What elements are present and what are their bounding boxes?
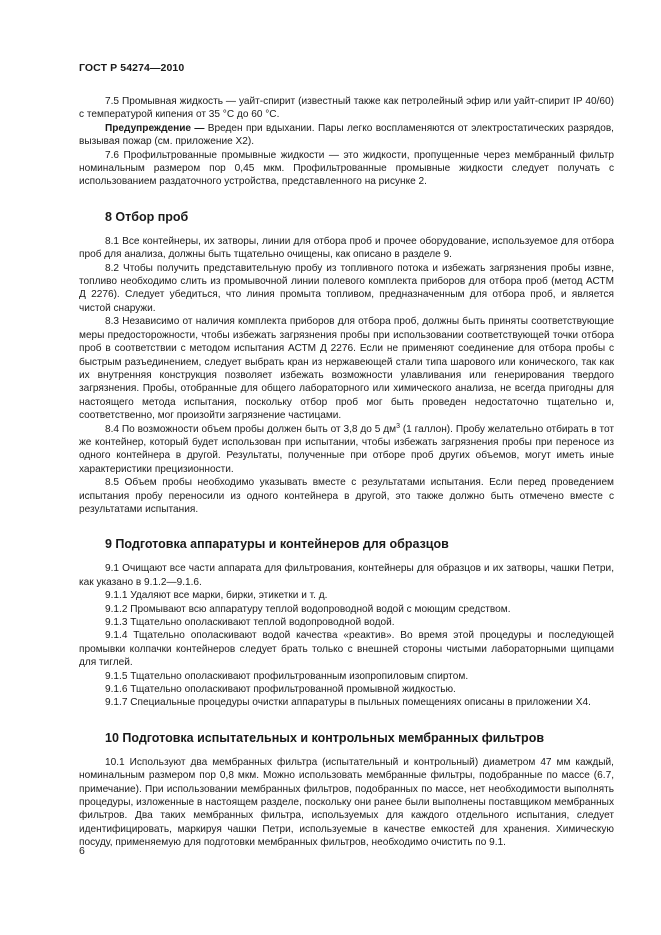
paragraph-8-4-start: 8.4 По возможности объем пробы должен быть от 3,8 до 5 дм xyxy=(105,423,397,435)
document-body xyxy=(79,95,614,850)
cubic-superscript: 3 xyxy=(396,422,400,430)
paragraph-7-5: 7.5 Промывная жидкость — уайт-спирит (известный также как петролейный эфир или уайт-спирит IP 40/60) с температурой кипения от 35 °C до 60 °C. xyxy=(79,96,614,121)
warning-paragraph xyxy=(79,122,614,149)
section-10-heading: 10 Подготовка испытательных и контрольных мембранных фильтров xyxy=(105,730,545,745)
paragraph-9-1-7: 9.1.7 Специальные процедуры очистки аппаратуры в пыльных помещениях описаны в приложении X4. xyxy=(105,697,591,709)
paragraph-10-1: 10.1 Используют два мембранных фильтра (испытательный и контрольный) диаметром 47 мм каждый, номинальным размером пор 0,8 мкм. Можно использовать мембранные фильтры, подобранные по массе (6.7, примечание). При использовании мембранных фильтров, подобранных по массе, нет необходимости выполнять процедуры, изложенные в настоящем разделе, поскольку они ранее были выполнены поставщиком мембранных фильтров. Два таких мембранных фильтра, используемых для каждого отдельного испытания, следует идентифицировать, маркируя чашки Петри, используемые в качестве емкостей для хранения. Химическую посуду, применяемую для подготовки мембранных фильтров, необходимо очистить по 9.1. xyxy=(79,756,614,849)
paragraph-9-1: 9.1 Очищают все части аппарата для фильтрования, контейнеры для образцов и их затворы, чашки Петри, как указано в 9.1.2—9.1.6. xyxy=(79,563,614,588)
paragraph-8-1: 8.1 Все контейнеры, их затворы, линии для отбора проб и прочее оборудование, используемое для отбора проб для анализа, должны быть тщательно очищены, как описано в разделе 9. xyxy=(79,235,614,261)
paragraph-8-4-end: (1 галлон). Пробу желательно отбирать в тот же контейнер, который будет использован при испытании, чтобы избежать загрязнения пробы при переносе из одного контейнера в другой. Результаты, полученные при отборе проб других объемов, могут иметь иные характеристики прецизионности. xyxy=(79,423,614,475)
paragraph-8-5: 8.5 Объем пробы необходимо указывать вместе с результатами испытания. Если перед проведением испытания пробу переносили из одного контейнера в другой, это также должно быть отмечено вместе с результатами испытания. xyxy=(79,477,614,515)
paragraph-8-4 xyxy=(79,423,614,477)
paragraph-9-1-5: 9.1.5 Тщательно ополаскивают профильтрованным изопропиловым спиртом. xyxy=(105,670,469,682)
warning-text: Вреден при вдыхании. Пары легко воспламеняются от электростатических разрядов, вызывая пожар (см. приложение X2). xyxy=(79,122,614,148)
paragraph-9-1-4: 9.1.4 Тщательно ополаскивают водой качества «реактив». Во время этой процедуры и последующей промывки колпачки контейнеров следует брать только с внешней стороны чистыми лабораторными щипцами для тиглей. xyxy=(79,630,614,669)
page-number: 6 xyxy=(79,845,85,857)
paragraph-9-1-6: 9.1.6 Тщательно ополаскивают профильтрованной промывной жидкостью. xyxy=(105,684,456,696)
paragraph-8-2: 8.2 Чтобы получить представительную пробу из топливного потока и избежать загрязнения пробы извне, топливо необходимо слить из промывочной линии полевого комплекта приборов для отбора проб (метод АСТМ Д 2276). Следует убедиться, что линия промыта топливом, предназначенным для отбора проб, и является чистой снаружи. xyxy=(79,262,614,314)
paragraph-9-1-3: 9.1.3 Тщательно ополаскивают теплой водопроводной водой. xyxy=(105,617,395,628)
warning-label: Предупреждение — xyxy=(105,122,205,134)
paragraph-7-6: 7.6 Профильтрованные промывные жидкости — это жидкости, пропущенные через мембранный фильтр номинальным размером пор 0,45 мкм. Профильтрованные промывные жидкости следует получать с использованием раздаточного устройства, представленного на рисунке 2. xyxy=(79,149,614,188)
paragraph-9-1-2: 9.1.2 Промывают всю аппаратуру теплой водопроводной водой с моющим средством. xyxy=(105,603,511,615)
paragraph-9-1-1: 9.1.1 Удаляют все марки, бирки, этикетки и т. д. xyxy=(105,590,328,602)
document-header: ГОСТ Р 54274—2010 xyxy=(79,62,185,74)
paragraph-8-3: 8.3 Независимо от наличия комплекта приборов для отбора проб, должны быть приняты соответствующие меры предосторожности, чтобы избежать загрязнения пробы при использовании соответствующей точки отбора проб в соответствии с методом испытания АСТМ Д 2276. Если не применяют соединение для отбора пробы с быстрым разъединением, следует выбрать кран из нержавеющей стали типа шарового или конического, так как их внутренняя конструкция позволяет избежать возможности улавливания или генерирования твердого загрязнения. Пробы, отобранные для общего лабораторного или химического анализа, не всегда пригодны для настоящего метода испытания, поскольку отбор проб мог быть проведен недостаточно тщательно и, соответственно, мог произойти загрязнение частицами. xyxy=(79,316,614,422)
section-8-heading: 8 Отбор проб xyxy=(105,209,189,224)
section-9-heading: 9 Подготовка аппаратуры и контейнеров для образцов xyxy=(105,537,449,552)
